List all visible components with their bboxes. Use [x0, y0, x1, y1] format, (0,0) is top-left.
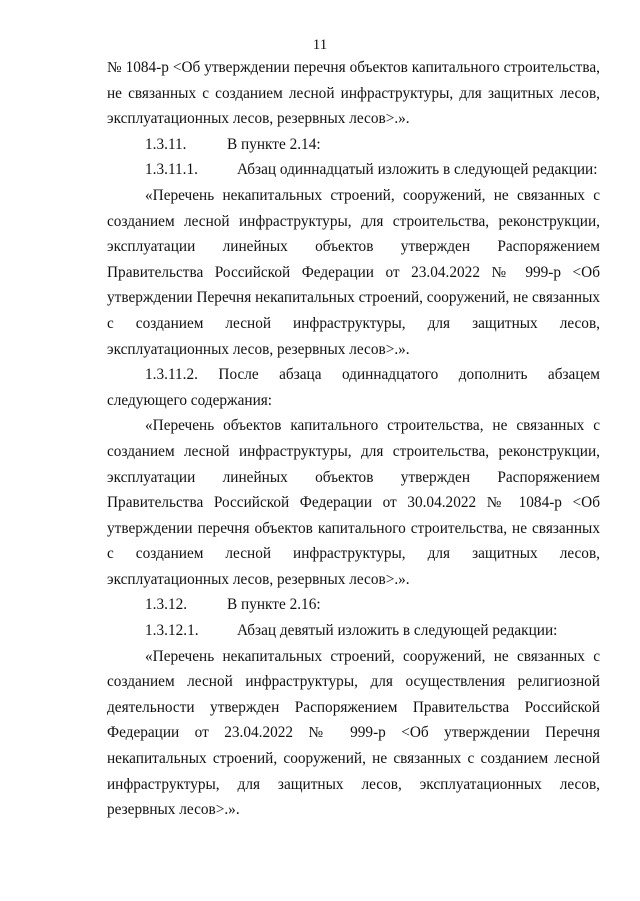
item-1-3-11-2-paragraph: 1.3.11.2. После абзаца одиннадцатого дополнить абзацем следующего содержания:	[107, 366, 600, 409]
item-text: Абзац одиннадцатый изложить в следующей редакции:	[237, 161, 598, 179]
page-number: 11	[312, 37, 328, 53]
item-text: В пункте 2.14:	[227, 135, 321, 153]
item-1-3-11	[107, 132, 600, 158]
document-body	[107, 55, 600, 823]
quoted-paragraph: «Перечень некапитальных строений, сооружений, не связанных с созданием лесной инфраструктуры, для строительства, реконструкции, эксплуатации линейных объектов утвержден Распоряжением Правительства Российской Федерации от 23.04.2022 № 999-р <Об утверждении Перечня некапитальных строений, сооружений, не связанных с созданием лесной инфраструктуры, для защитных лесов, эксплуатационных лесов, резервных лесов>.».	[107, 186, 600, 358]
item-1-3-12-1	[107, 618, 600, 644]
item-1-3-12	[107, 592, 600, 618]
item-text: В пункте 2.16:	[227, 596, 321, 614]
item-number: 1.3.12.	[145, 596, 188, 614]
continuation-paragraph: № 1084-р <Об утверждении перечня объектов капитального строительства, не связанных с созданием лесной инфраструктуры, для защитных лесов, эксплуатационных лесов, резервных лесов>.».	[107, 59, 600, 128]
item-number: 1.3.11.	[145, 135, 187, 153]
item-text: Абзац девятый изложить в следующей редакции:	[237, 622, 558, 640]
item-number: 1.3.12.1.	[145, 622, 199, 640]
quoted-paragraph: «Перечень некапитальных строений, сооружений, не связанных с созданием лесной инфраструктуры, для осуществления религиозной деятельности утвержден Распоряжением Правительства Российской Федерации от 23.04.2022 № 999-р <Об утверждении Перечня некапитальных строений, сооружений, не связанных с созданием лесной инфраструктуры, для защитных лесов, эксплуатационных лесов, резервных лесов>.».	[107, 647, 600, 819]
quoted-paragraph: «Перечень объектов капитального строительства, не связанных с созданием лесной инфраструктуры, для строительства, реконструкции, эксплуатации линейных объектов утвержден Распоряжением Правительства Российской Федерации от 30.04.2022 № 1084-р <Об утверждении перечня объектов капитального строительства, не связанных с созданием лесной инфраструктуры, для защитных лесов, эксплуатационных лесов, резервных лесов>.».	[107, 417, 600, 588]
item-1-3-11-1	[107, 157, 600, 183]
item-number: 1.3.11.1.	[145, 161, 198, 179]
